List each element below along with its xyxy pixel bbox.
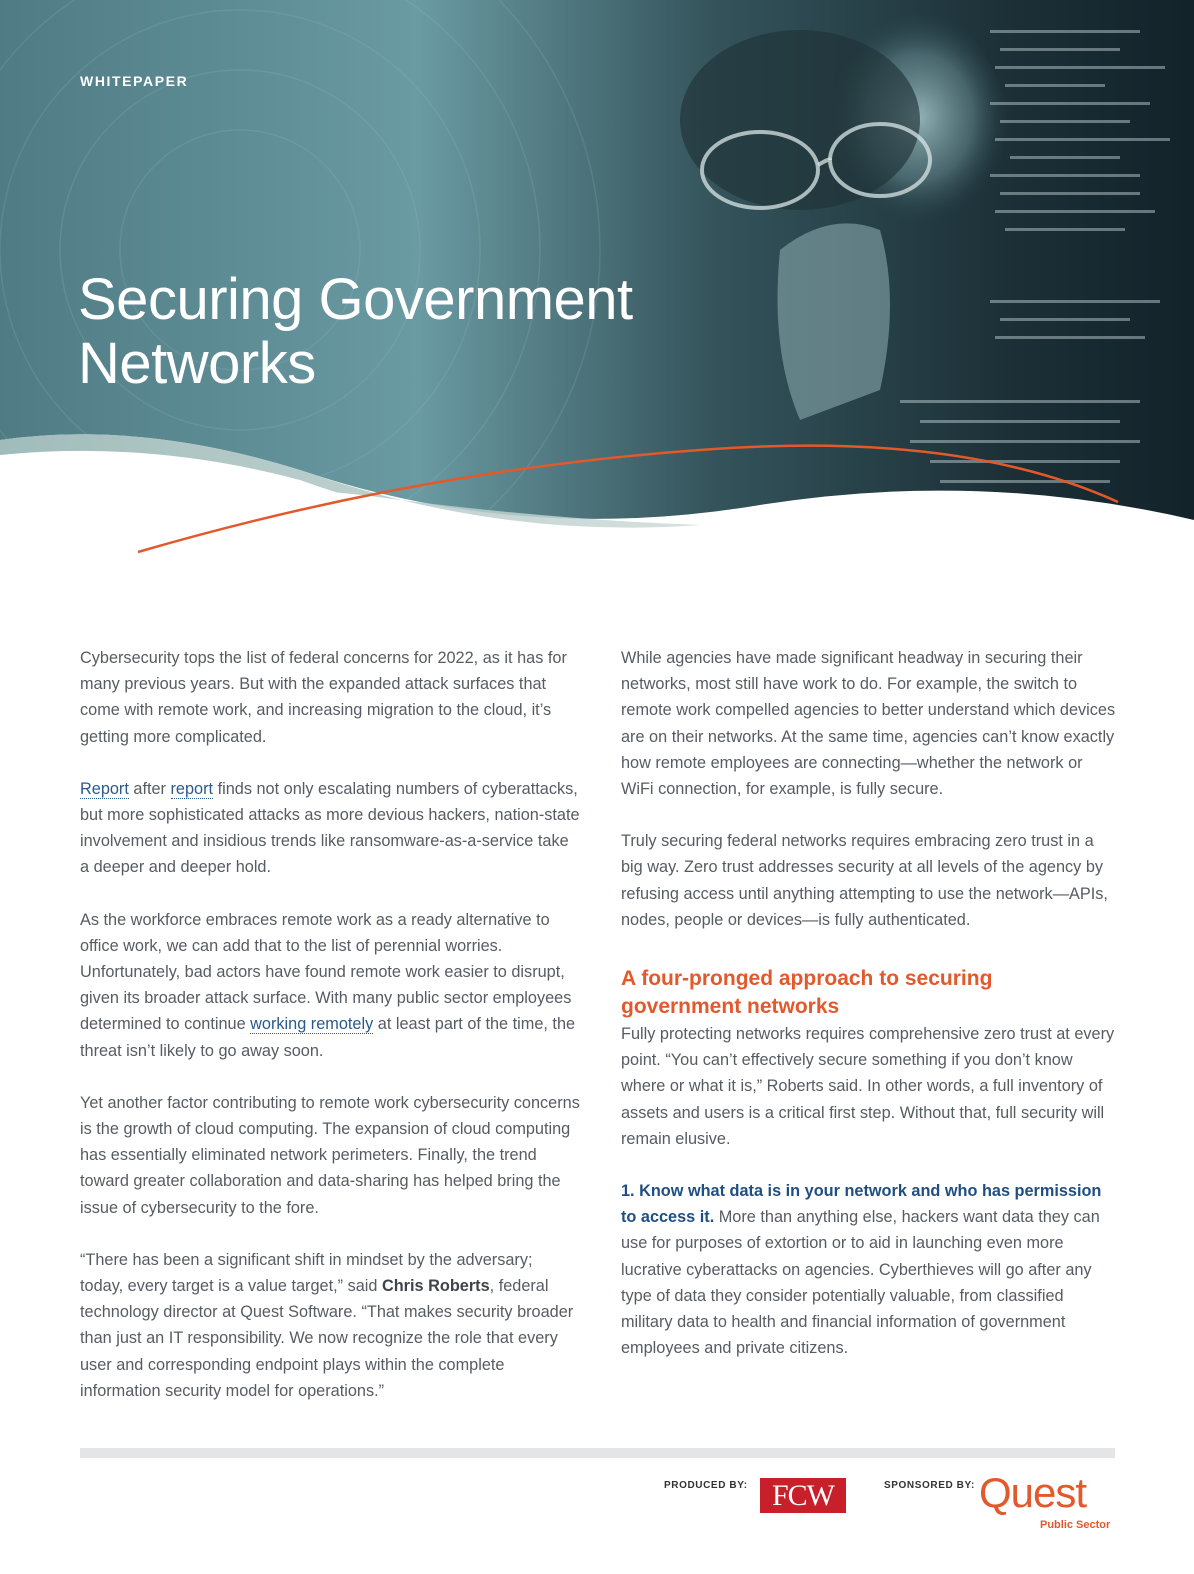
paragraph-inventory: Fully protecting networks requires comprehensive zero trust at every point. “You can’t effectively secure something if you don’t know where or what it is,” Roberts said. In other words, a full inventory of assets and users is a critical first step. Without that, full security will remain elusive.: [621, 1025, 1115, 1148]
left-column: [80, 645, 580, 1430]
title-line-1: Securing Government: [78, 267, 633, 332]
working-remotely-link[interactable]: working remotely: [250, 1015, 374, 1034]
paragraph-headway: While agencies have made significant headway in securing their networks, most still have work to do. For example, the switch to remote work compelled agencies to better understand which devices are on their networks. At the same time, agencies can’t know exactly how remote employees are connecting—whether the network or WiFi connection, for example, is fully secure.: [621, 649, 1116, 799]
quest-subtitle: Public Sector: [1040, 1519, 1111, 1531]
title-line-2: Networks: [78, 331, 316, 396]
paragraph-intro: Cybersecurity tops the list of federal concerns for 2022, as it has for many previous years. But with the expanded attack surfaces that come with remote work, and increasing migration to the cloud, it’s getting more complicated.: [80, 649, 567, 746]
step-1-title: 1. Know what data is in your network and who has permission to access it.: [621, 1182, 1102, 1227]
right-column: [621, 645, 1116, 1387]
paragraph-zero-trust: Truly securing federal networks requires embracing zero trust in a big way. Zero trust addresses security at all levels of the agency by refusing access until anything attempting to use the network—APIs, nodes, people or devices—is fully authenticated.: [621, 832, 1108, 929]
sponsored-by-label: SPONSORED BY:: [884, 1480, 975, 1491]
footer-divider: [80, 1448, 1115, 1458]
document-type-label: WHITEPAPER: [80, 73, 189, 89]
paragraph-step-1: 1. Know what data is in your network and who has permission to access it. More than anything else, hackers want data they can use for purposes of extortion or to aid in launching even more lucrative cyberattacks on agencies. Cyberthieves will go after any type of data they consider potentially valuable, from classified military data to health and financial information of government employees and private citizens.: [621, 1182, 1102, 1358]
quest-logo: Quest: [979, 1469, 1087, 1516]
produced-by-label: PRODUCED BY:: [664, 1480, 748, 1491]
page-title: [78, 268, 778, 396]
report-link-2[interactable]: report: [170, 779, 214, 798]
report-link-1[interactable]: Report: [80, 779, 129, 798]
paragraph-quote: “There has been a significant shift in mindset by the adversary; today, every target is a value target,” said Chris Roberts, federal technology director at Quest Software. “That makes security broader than just an IT responsibility. We now recognize the role that every user and corresponding endpoint plays within the complete information security model for operations.”: [80, 1250, 574, 1400]
paragraph-reports: Report after report finds not only escalating numbers of cyberattacks, but more sophisticated attacks as more devious hackers, nation-state involvement and insidious trends like ransomware-as-a-service take a deeper and deeper hold.: [80, 779, 580, 877]
paragraph-cloud: Yet another factor contributing to remote work cybersecurity concerns is the growth of cloud computing. The expansion of cloud computing has essentially eliminated network perimeters. Finally, the trend toward greater collaboration and data-sharing has helped bring the issue of cybersecurity to the fore.: [80, 1093, 580, 1217]
person-name: Chris Roberts: [381, 1277, 490, 1296]
paragraph-remote-work: As the workforce embraces remote work as a ready alternative to office work, we can add that to the list of perennial worries. Unfortunately, bad actors have found remote work easier to disrupt, given its broader attack surface. With many public sector employees determined to continue working remotely at least part of the time, the threat isn’t likely to go away soon.: [80, 910, 576, 1060]
hero-banner: [0, 0, 1194, 580]
section-heading: A four-pronged approach to securing government networks: [621, 967, 993, 1019]
fcw-logo: FCW: [760, 1478, 846, 1513]
